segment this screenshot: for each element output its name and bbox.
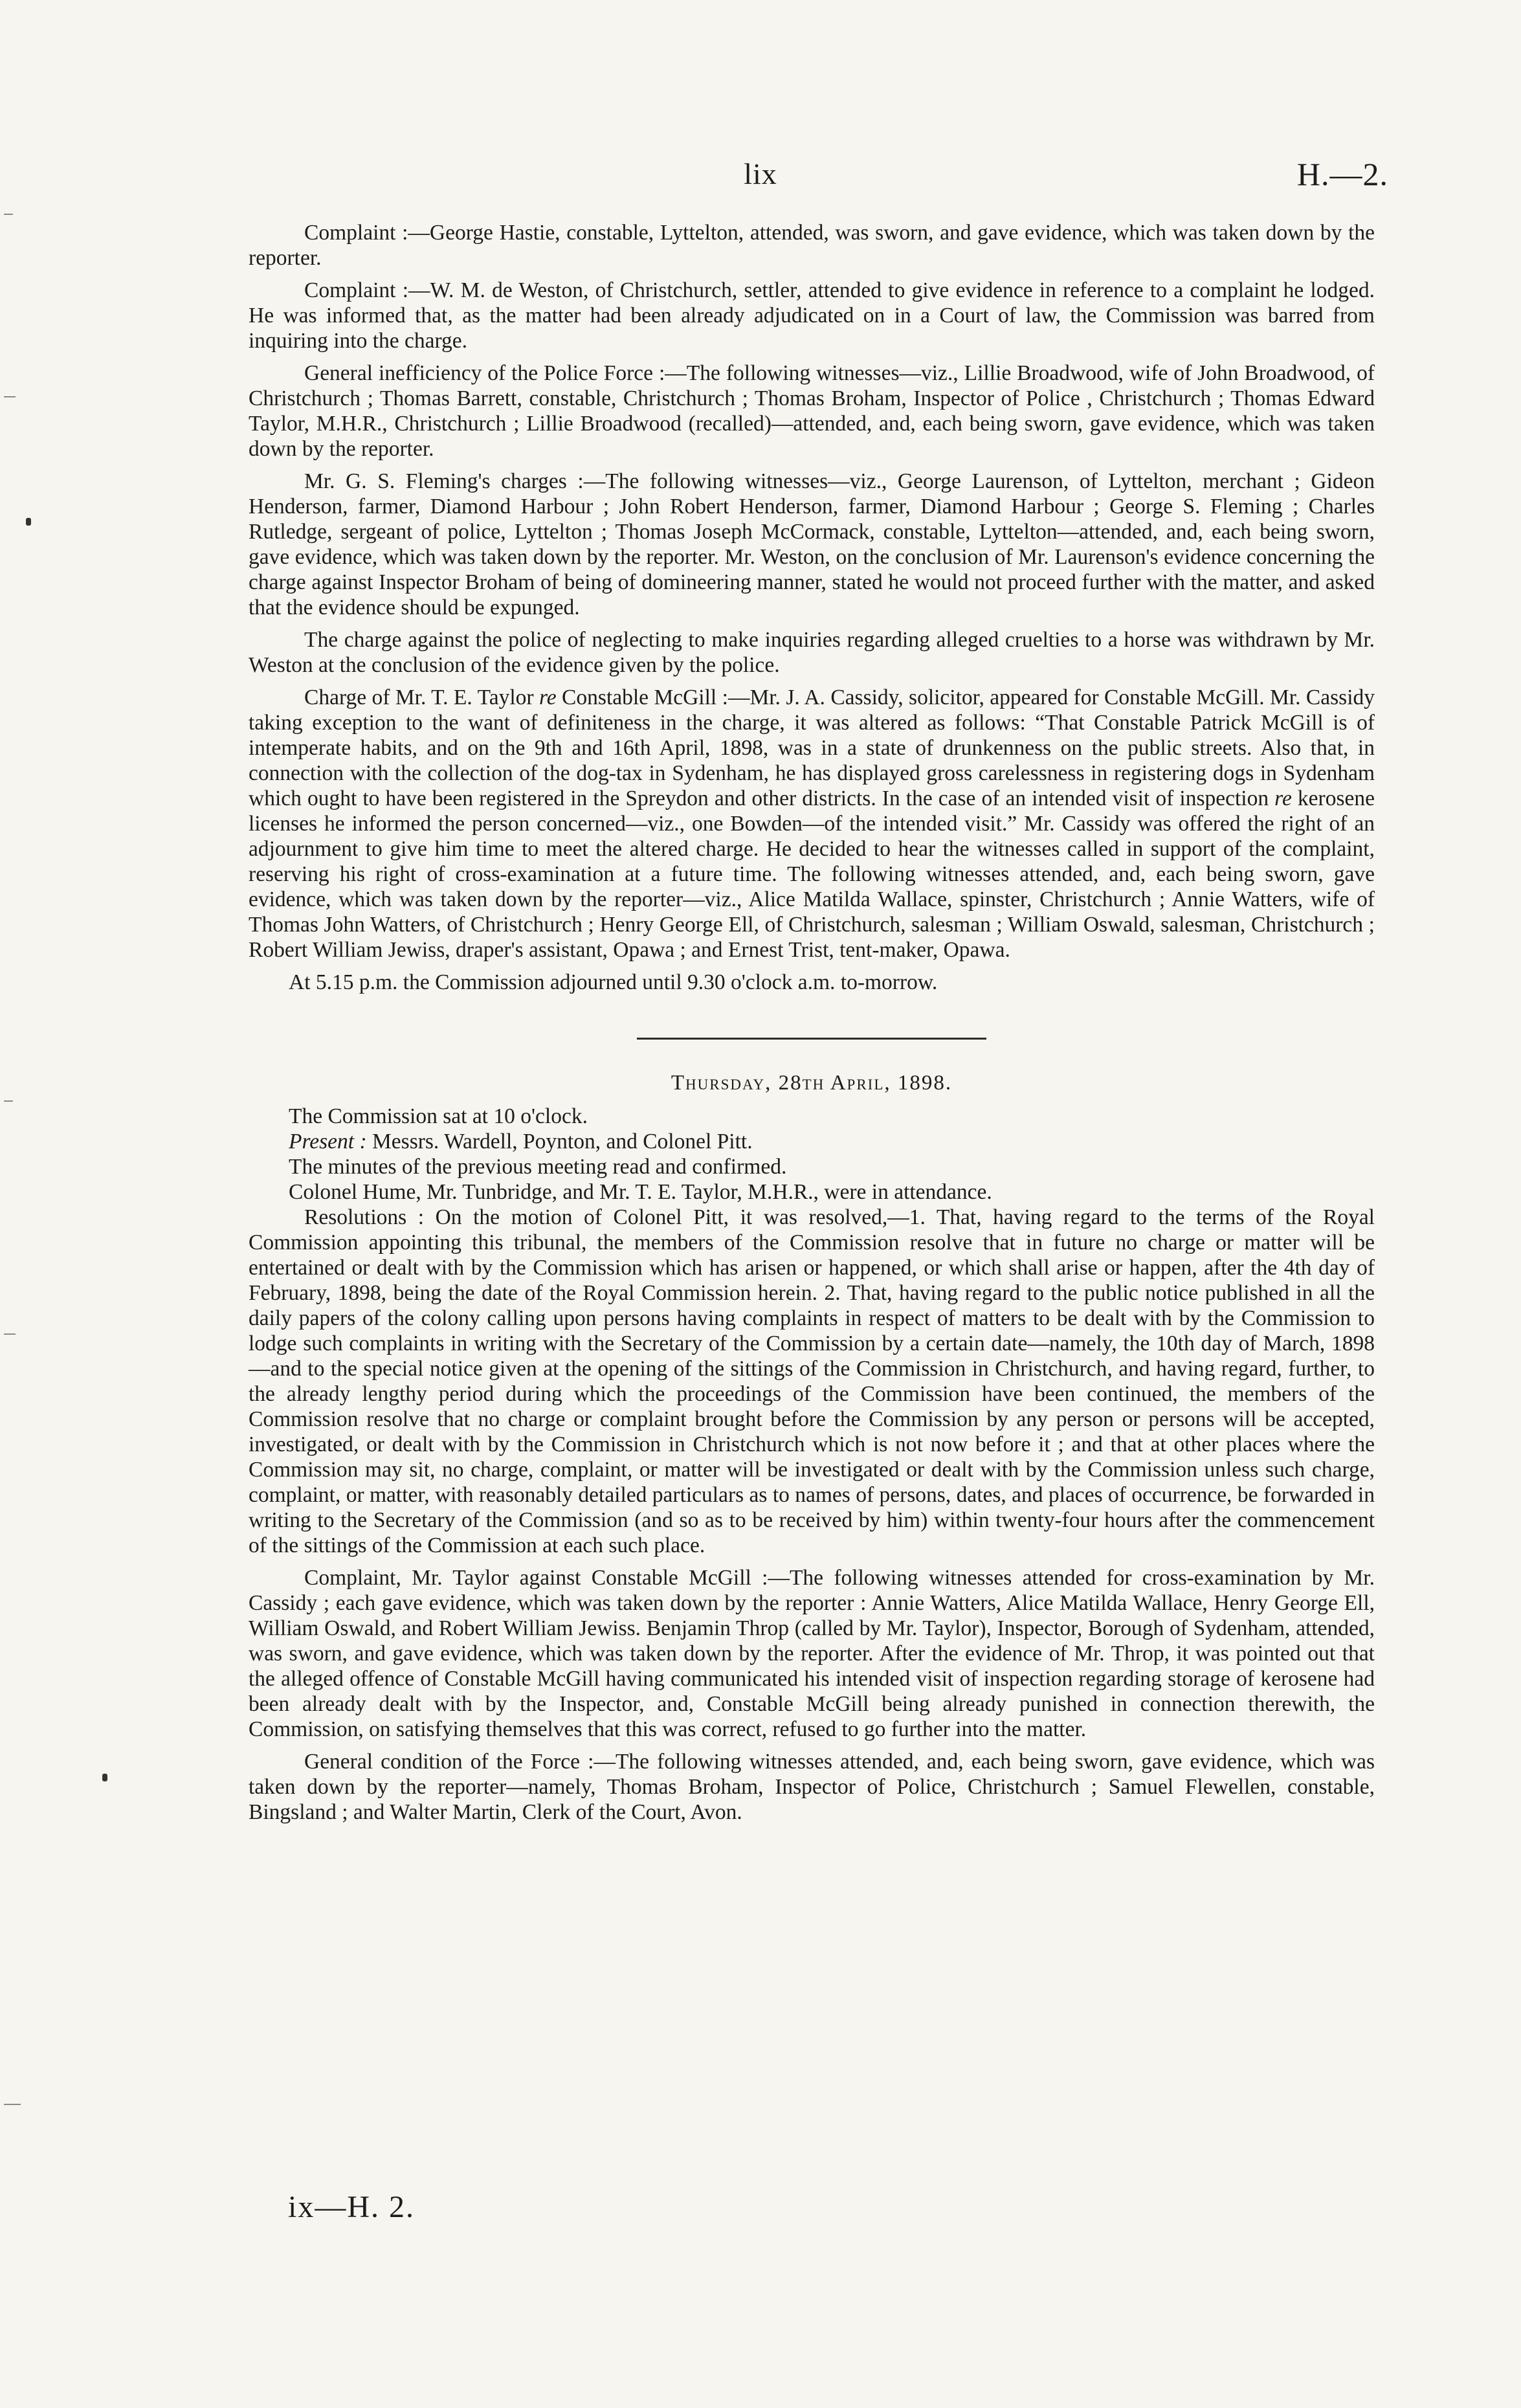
present-names: Messrs. Wardell, Poynton, and Colonel Pitt. <box>366 1130 753 1154</box>
scan-dot <box>102 1774 107 1781</box>
paragraph: Complaint :—George Hastie, constable, Lyttelton, attended, was sworn, and gave evidence, which was taken down by the reporter. <box>249 221 1375 270</box>
attendance-line: Colonel Hume, Mr. Tunbridge, and Mr. T. E. Taylor, M.H.R., were in attendance. <box>289 1180 992 1204</box>
document-body <box>249 220 1375 1825</box>
page-number: lix <box>744 157 777 190</box>
paragraph: Mr. G. S. Fleming's charges :—The following witnesses—viz., George Laurenson, of Lyttelton, merchant ; Gideon Henderson, farmer, Diamond Harbour ; John Robert Henderson, farmer, Diamond Harbour ; George S. Fleming ; Charles Rutledge, sergeant of police, Lyttelton ; Thomas Joseph McCormack, constable, Lyttelton—attended, and, each being sworn, gave evidence, which was taken down by the reporter. Mr. Weston, on the conclusion of Mr. Laurenson's evidence concerning the charge against Inspector Broham of being of domineering manner, stated he would not proceed further with the matter, and asked that the evidence should be expunged. <box>249 469 1375 619</box>
charge-text-1: Charge of Mr. T. E. Taylor <box>304 686 539 709</box>
paragraph: Resolutions : On the motion of Colonel Pitt, it was resolved,—1. That, having regard to the terms of the Royal Commission appointing this tribunal, the members of the Commission resolve that in future no charge or matter will be entertained or dealt with by the Commission which has arisen or happened, or which shall arise or happen, after the 4th day of February, 1898, being the date of the Royal Commission herein. 2. That, having regard to the public notice published in all the daily papers of the colony calling upon persons having complaints in respect of matters to be dealt with by the Commission to lodge such complaints in writing with the Secretary of the Commission by a certain date—namely, the 10th day of March, 1898—and to the special notice given at the opening of the sittings of the Commission in Christchurch, and having regard, further, to the already lengthy period during which the proceedings of the Commission have been continued, the members of the Commission resolve that no charge or complaint brought before the Commission by any person or persons will be accepted, investigated, or dealt with by the Commission in Christchurch which is not now before it ; and that at other places where the Commission may sit, no charge, complaint, or matter will be investigated or dealt with by the Commission unless such charge, complaint, or matter, with reasonably detailed particulars as to names of persons, dates, and places of occurrence, be forwarded in writing to the Secretary of the Commission (and so as to be received by him) within twenty-four hours after the commencement of the sittings of the Commission at each such place. <box>249 1205 1375 1557</box>
paragraph: The charge against the police of neglecting to make inquiries regarding alleged cruelties to a horse was withdrawn by Mr. Weston at the conclusion of the evidence given by the police. <box>249 628 1375 677</box>
adjourned-line: At 5.15 p.m. the Commission adjourned until 9.30 o'clock a.m. to-morrow. <box>289 970 938 994</box>
paragraph: Complaint :—W. M. de Weston, of Christchurch, settler, attended to give evidence in reference to a complaint he lodged. He was informed that, as the matter had been already adjudicated on in a Court of law, the Commission was barred from inquiring into the charge. <box>249 278 1375 353</box>
present-label: Present : <box>289 1130 367 1154</box>
signature-mark: ix—H. 2. <box>288 2190 415 2224</box>
re-italic: re <box>538 686 557 709</box>
section-divider <box>637 1038 986 1040</box>
scan-mark <box>4 2104 21 2105</box>
scan-mark <box>4 214 13 215</box>
re-italic: re <box>1274 786 1292 810</box>
charge-text-3: kerosene licenses he informed the person concerned—viz., one Bowden—of the intended visit.” Mr. Cassidy was offered the right of an adjournment to give him time to meet the altered charge. He decided to hear the witnesses called in support of the complaint, reserving his right of cross-examination at a future time. The following witnesses attended, and, each being sworn, gave evidence, which was taken down by the reporter—viz., Alice Matilda Wallace, spinster, Christchurch ; Annie Watters, wife of Thomas John Watters, of Christchurch ; Henry George Ell, of Christchurch, salesman ; William Oswald, salesman, Christchurch ; Robert William Jewiss, draper's assistant, Opawa ; and Ernest Trist, tent-maker, Opawa. <box>249 786 1375 962</box>
scan-mark <box>4 1333 16 1335</box>
charge-text-2: Constable McGill :—Mr. J. A. Cassidy, solicitor, appeared for Constable McGill. Mr. Cassidy taking exception to the want of definiteness in the charge, it was altered as follows: “That Constable Patrick McGill is of intemperate habits, and on the 9th and 16th April, 1898, was in a state of drunkenness on the public streets. Also that, in connection with the collection of the dog-tax in Sydenham, he has displayed gross carelessness in registering dogs in Sydenham which ought to have been registered in the Spreydon and other districts. In the case of an intended visit of inspection <box>249 686 1375 810</box>
scan-mark <box>4 1100 13 1102</box>
date-heading <box>249 1071 1375 1096</box>
scan-dot <box>26 518 31 526</box>
paragraph: General inefficiency of the Police Force :—The following witnesses—viz., Lillie Broadwood, wife of John Broadwood, of Christchurch ; Thomas Barrett, constable, Christchurch ; Thomas Broham, Inspector of Police , Christchurch ; Thomas Edward Taylor, M.H.R., Christchurch ; Lillie Broadwood (recalled)—attended, and, each being sworn, gave evidence, which was taken down by the reporter. <box>249 361 1375 461</box>
date-heading-text: Thursday, 28th April, 1898. <box>671 1071 953 1095</box>
paragraph: General condition of the Force :—The following witnesses attended, and, each being sworn, gave evidence, which was taken down by the reporter—namely, Thomas Broham, Inspector of Police, Christchurch ; Samuel Flewellen, constable, Bingsland ; and Walter Martin, Clerk of the Court, Avon. <box>249 1750 1375 1824</box>
charge-paragraph <box>249 685 1375 963</box>
sat-line: The Commission sat at 10 o'clock. <box>289 1104 588 1128</box>
present-line <box>249 1129 1375 1154</box>
document-reference: H.—2. <box>1296 156 1388 192</box>
scan-mark <box>4 396 16 397</box>
paragraph: Complaint, Mr. Taylor against Constable McGill :—The following witnesses attended for cross-examination by Mr. Cassidy ; each gave evidence, which was taken down by the reporter : Annie Watters, Alice Matilda Wallace, Henry George Ell, William Oswald, and Robert William Jewiss. Benjamin Throp (called by Mr. Taylor), Inspector, Borough of Sydenham, attended, was sworn, and gave evidence, which was taken down by the reporter. After the evidence of Mr. Throp, it was pointed out that the alleged offence of Constable McGill having communicated his intended visit of inspection regarding storage of kerosene had been already dealt with by the Inspector, and, Constable McGill being already punished in connection therewith, the Commission, on satisfying themselves that this was correct, refused to go further into the matter. <box>249 1566 1375 1741</box>
minutes-line: The minutes of the previous meeting read and confirmed. <box>289 1155 787 1179</box>
